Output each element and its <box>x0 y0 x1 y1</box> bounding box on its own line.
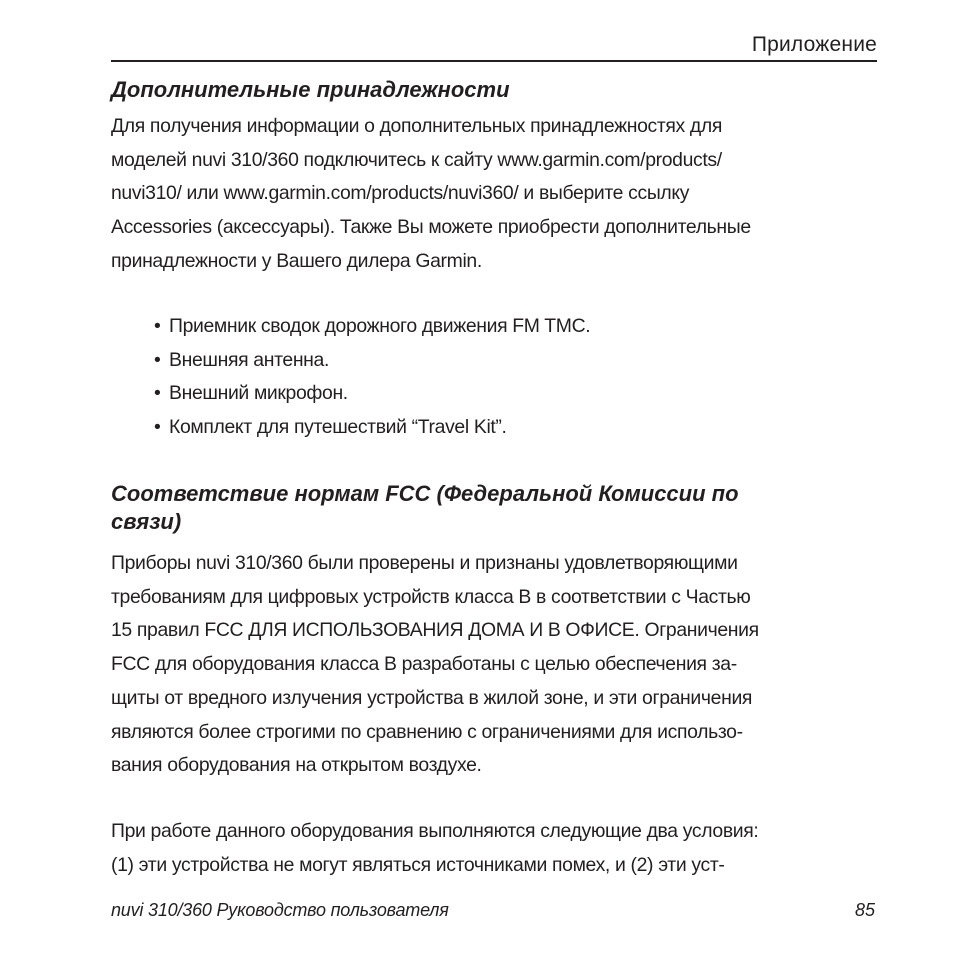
paragraph-line: вания оборудования на открытом воздухе. <box>111 754 482 777</box>
paragraph-line: (1) эти устройства не могут являться источниками помех, и (2) эти уст- <box>111 853 725 876</box>
header-rule <box>111 60 877 62</box>
paragraph-line: 15 правил FCC ДЛЯ ИСПОЛЬЗОВАНИЯ ДОМА И В ОФИСЕ. Ограничения <box>111 619 759 642</box>
accessories-paragraph <box>111 110 881 279</box>
bullet-icon: • <box>154 415 161 438</box>
bullet-icon: • <box>154 348 161 371</box>
paragraph-line: Для получения информации о дополнительных принадлежностях для <box>111 115 722 137</box>
list-item-text: Внешняя антенна. <box>169 348 330 371</box>
title-line: связи) <box>111 509 182 534</box>
bullet-icon: • <box>154 315 161 337</box>
accessories-list <box>154 310 590 444</box>
title-line: Соответствие нормам FCC (Федеральной Комиссии по <box>111 481 739 506</box>
list-item <box>154 310 590 344</box>
bullet-icon: • <box>154 382 161 404</box>
list-item-text: Внешний микрофон. <box>169 382 348 404</box>
paragraph-line: Accessories (аксессуары). Также Вы можете приобрести дополнительные <box>111 216 751 239</box>
paragraph-line: моделей nuvi 310/360 подключитесь к сайту www.garmin.com/products/ <box>111 148 722 171</box>
paragraph-line: требованиям для цифровых устройств класса B в соответствии с Частью <box>111 585 751 608</box>
list-item <box>154 344 590 378</box>
fcc-paragraph-1 <box>111 547 881 783</box>
list-item <box>154 377 590 411</box>
section-title-fcc <box>111 480 871 536</box>
paragraph-line: принадлежности у Вашего дилера Garmin. <box>111 249 482 272</box>
running-header: Приложение <box>751 33 877 56</box>
list-item <box>154 411 590 445</box>
paragraph-line: являются более строгими по сравнению с ограничениями для использо- <box>111 720 743 743</box>
list-item-text: Приемник сводок дорожного движения FM TMC. <box>169 315 591 337</box>
paragraph-line: щиты от вредного излучения устройства в жилой зоне, и эти ограничения <box>111 686 753 709</box>
paragraph-line: При работе данного оборудования выполняются следующие два условия: <box>111 820 759 842</box>
paragraph-line: nuvi310/ или www.garmin.com/products/nuvi360/ и выберите ссылку <box>111 182 690 205</box>
list-item-text: Комплект для путешествий “Travel Kit”. <box>169 415 507 438</box>
paragraph-line: FCC для оборудования класса B разработаны с целью обеспечения за- <box>111 653 737 676</box>
footer-manual-title: nuvi 310/360 Руководство пользователя <box>111 900 449 920</box>
section-title-accessories: Дополнительные принадлежности <box>111 77 510 102</box>
page-number: 85 <box>854 900 875 920</box>
manual-page <box>111 0 877 954</box>
paragraph-line: Приборы nuvi 310/360 были проверены и признаны удовлетворяющими <box>111 552 738 574</box>
fcc-paragraph-2 <box>111 815 881 882</box>
